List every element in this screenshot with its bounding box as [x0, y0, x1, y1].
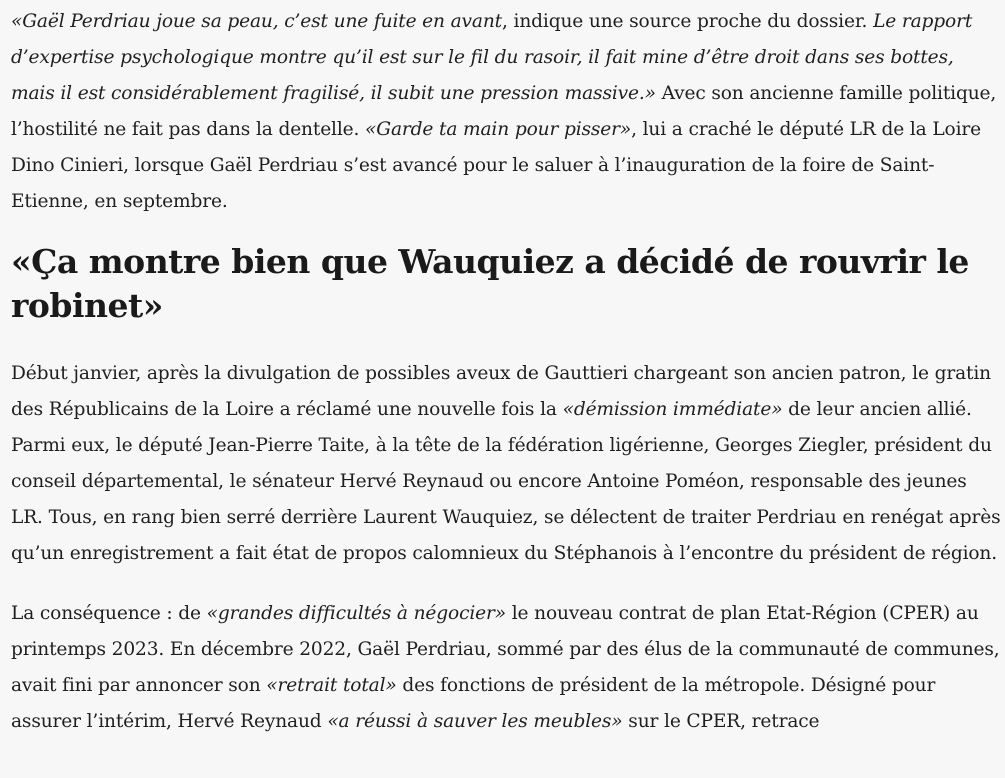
paragraph-1-run: , lui a craché le député LR de la Loire Dino Cinieri, lorsque Gaël Perdriau s’est avancé pour le saluer à l’inauguration de la foire de Saint-Etienne, en septembre.: [11, 119, 981, 212]
paragraph-2-run: «démission immédiate»: [562, 399, 783, 420]
paragraph-3-run: «grandes difficultés à négocier»: [206, 603, 506, 624]
paragraph-3-run: sur le CPER, retrace: [622, 711, 820, 732]
paragraph-2-run: de leur ancien allié. Parmi eux, le député Jean-Pierre Taite, à la tête de la fédération ligérienne, Georges Ziegler, président du conseil départemental, le sénateur Hervé Reynaud ou encore Antoine Poméon, responsable des jeunes LR. Tous, en rang bien serré derrière Laurent Wauquiez, se délectent de traiter Perdriau en renégat après qu’un enregistrement a fait état de propos calomnieux du Stéphanois à l’encontre du président de région.: [11, 399, 1001, 564]
paragraph-1-run: , indique une source proche du dossier.: [502, 11, 874, 32]
section-heading: «Ça montre bien que Wauquiez a décidé de rouvrir le robinet»: [11, 242, 969, 325]
paragraph-3-run: «retrait total»: [266, 675, 397, 696]
paragraph-3-run: des fonctions de président de la métropole. Désigné pour assurer l’intérim, Hervé Reynaud: [11, 675, 936, 732]
paragraph-2-run: Début janvier, après la divulgation de possibles aveux de Gauttieri chargeant son ancien patron, le gratin des Républicains de la Loire a réclamé une nouvelle fois la: [11, 363, 991, 420]
paragraph-1: [11, 4, 1001, 220]
paragraph-3-run: le nouveau contrat de plan Etat-Région (CPER) au printemps 2023. En décembre 2022, Gaël Perdriau, sommé par des élus de la communauté de communes, avait fini par annoncer son: [11, 603, 1000, 696]
paragraph-1-run: Le rapport d’expertise psychologique montre qu’il est sur le fil du rasoir, il fait mine d’être droit dans ses bottes, mais il est considérablement fragilisé, il subit une pression massive.»: [11, 11, 973, 104]
paragraph-2: [11, 356, 1001, 572]
paragraph-1-run: «Garde ta main pour pisser»: [365, 119, 632, 140]
paragraph-1-run: «Gaël Perdriau joue sa peau, c’est une fuite en avant: [11, 11, 502, 32]
paragraph-3-run: La conséquence : de: [11, 603, 207, 624]
article-body: [11, 4, 1001, 740]
paragraph-1-run: Avec son ancienne famille politique, l’hostilité ne fait pas dans la dentelle.: [11, 83, 997, 140]
paragraph-3: [11, 596, 1001, 740]
paragraph-3-run: «a réussi à sauver les meubles»: [327, 711, 623, 732]
